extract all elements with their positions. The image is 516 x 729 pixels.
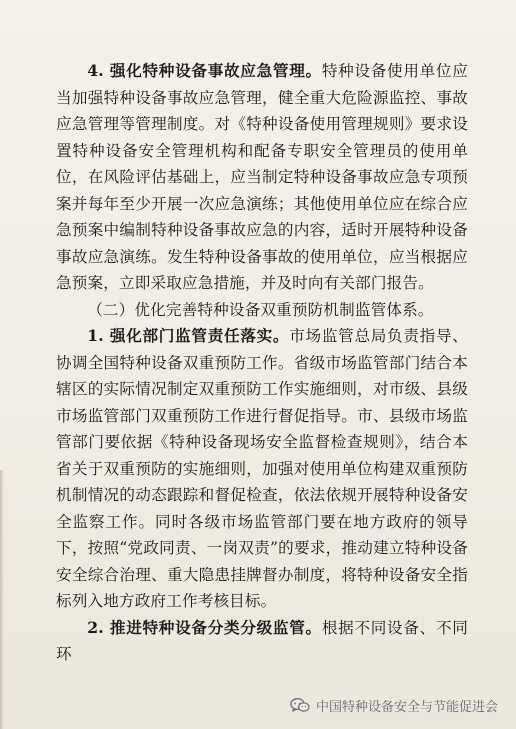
paragraph-text: 根据不同设备、不同环	[56, 618, 469, 663]
paragraph-text: 特种设备使用单位应当加强特种设备事故应急管理，健全重大危险源监控、事故应急管理等管理制度。对《特种设备使用管理规则》要求设置特种设备安全管理机构和配备专职安全管理员的使用单位，在风险评估基础上，应当制定特种设备事故应急专项预案并每年至少开展一次应急演练；其他使用单位应在综合应急预案中编制特种设备事故应急的内容，适时开展特种设备事故应急演练。发生特种设备事故的使用单位，应当根据应急预案，立即采取应急措施，并及时向有关部门报告。	[56, 62, 469, 292]
section-heading	[56, 297, 468, 324]
paragraph-lead: 1. 强化部门监管责任落实。	[87, 326, 290, 345]
paragraph-classified-supervision	[56, 615, 468, 668]
scan-edge-shadow	[0, 470, 4, 729]
document-body	[56, 58, 468, 668]
paragraph-lead: 2. 推进特种设备分类分级监管。	[87, 617, 322, 637]
paragraph-emergency-management	[56, 58, 468, 297]
paragraph-text: 市场监管总局负责指导、协调全国特种设备双重预防工作。省级市场监管部门结合本辖区的实际情况制定双重预防工作实施细则，对市级、县级市场监管部门双重预防工作进行督促指导。市、县级市场监管部门要依据《特种设备现场安全监督检查规则》，结合本省关于双重预防的实施细则，加强对使用单位构建双重预防机制情况的动态跟踪和督促检查，依法依规开展特种设备安全监察工作。同时各级市场监管部门要在地方政府的领导下，按照“党政同责、一岗双责”的要求，推动建立特种设备安全综合治理、重大隐患挂牌督办制度，将特种设备安全指标列入地方政府工作考核目标。	[56, 327, 468, 610]
paragraph-department-responsibility	[56, 323, 468, 615]
section-heading-text: （二）优化完善特种设备双重预防机制监管体系。	[87, 300, 434, 319]
watermark-text: 中国特种设备安全与节能促进会	[315, 699, 498, 715]
wechat-watermark	[290, 694, 498, 716]
wechat-icon	[290, 697, 310, 713]
paragraph-lead: 4. 强化特种设备事故应急管理。	[87, 61, 322, 80]
